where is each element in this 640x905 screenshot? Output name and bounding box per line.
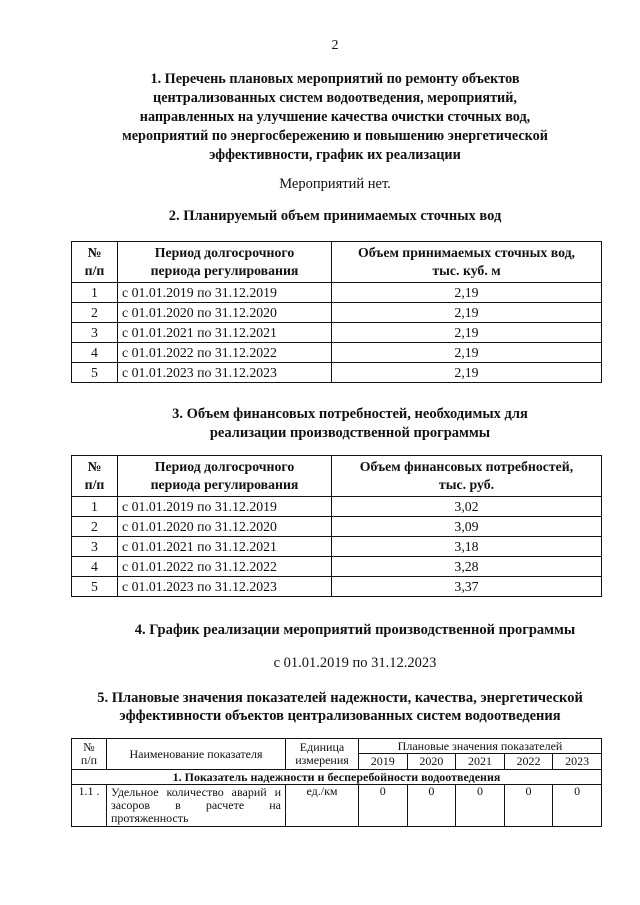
row-num: 3 [72, 323, 118, 343]
row-value: 0 [504, 785, 553, 827]
header-text: периода регулирования [150, 263, 299, 278]
volume-table [71, 241, 602, 383]
row-num: 4 [72, 557, 118, 577]
table-row [72, 785, 602, 827]
section5-title-line: 5. Плановые значения показателей надежности, качества, энергетической [97, 690, 583, 706]
section1-title-line: эффективности, график их реализации [209, 147, 461, 163]
header-text: п/п [84, 477, 105, 492]
table-header-row [72, 456, 602, 497]
header-num [72, 739, 107, 770]
header-period [118, 456, 332, 497]
row-period: с 01.01.2023 по 31.12.2023 [118, 577, 332, 597]
header-num [72, 242, 118, 283]
header-value [332, 242, 602, 283]
header-text: периода регулирования [150, 477, 299, 492]
table-row [72, 517, 602, 537]
indicators-table [71, 738, 602, 827]
table-header-row [72, 242, 602, 283]
row-period: с 01.01.2020 по 31.12.2020 [118, 517, 332, 537]
header-text: п/п [80, 753, 98, 767]
header-text: Объем принимаемых сточных вод, [357, 245, 575, 260]
header-text: Период долгосрочного [154, 459, 295, 474]
row-value: 0 [456, 785, 505, 827]
header-year: 2021 [456, 754, 505, 770]
section3-title-line: 3. Объем финансовых потребностей, необходимых для [172, 406, 528, 422]
header-text: № [83, 740, 95, 754]
section4-period: с 01.01.2019 по 31.12.2023 [273, 655, 437, 671]
row-num: 1.1 . [72, 785, 107, 827]
section1-title-line: 1. Перечень плановых мероприятий по ремонту объектов [150, 71, 520, 87]
row-value: 2,19 [332, 323, 602, 343]
row-period: с 01.01.2021 по 31.12.2021 [118, 323, 332, 343]
section5-title [70, 689, 610, 725]
row-period: с 01.01.2022 по 31.12.2022 [118, 343, 332, 363]
header-text: № [87, 459, 102, 474]
row-num: 4 [72, 343, 118, 363]
row-period: с 01.01.2022 по 31.12.2022 [118, 557, 332, 577]
row-value: 3,09 [332, 517, 602, 537]
header-year: 2019 [359, 754, 408, 770]
row-value: 3,37 [332, 577, 602, 597]
section3-title [130, 405, 570, 443]
table-row [72, 497, 602, 517]
header-year: 2022 [504, 754, 553, 770]
row-value: 2,19 [332, 343, 602, 363]
header-text: Единица [299, 740, 345, 754]
row-value: 3,28 [332, 557, 602, 577]
section4-title: 4. График реализации мероприятий производственной программы [134, 622, 576, 638]
header-text: п/п [84, 263, 105, 278]
row-name: Удельное количество аварий и засоров в расчете на протяженность [107, 785, 286, 827]
table-row [72, 283, 602, 303]
section1-title-line: централизованных систем водоотведения, мероприятий, [153, 90, 517, 106]
row-period: с 01.01.2019 по 31.12.2019 [118, 283, 332, 303]
row-period: с 01.01.2020 по 31.12.2020 [118, 303, 332, 323]
finance-table [71, 455, 602, 597]
group-title: 1. Показатель надежности и бесперебойности водоотведения [72, 770, 602, 785]
row-value: 0 [359, 785, 408, 827]
header-year: 2020 [407, 754, 456, 770]
section2-title: 2. Планируемый объем принимаемых сточных вод [168, 208, 502, 224]
header-text: измерения [295, 753, 349, 767]
header-text: тыс. руб. [438, 477, 495, 492]
row-period: с 01.01.2023 по 31.12.2023 [118, 363, 332, 383]
header-plan: Плановые значения показателей [359, 739, 602, 754]
row-num: 1 [72, 497, 118, 517]
row-period: с 01.01.2021 по 31.12.2021 [118, 537, 332, 557]
table-row [72, 363, 602, 383]
table-header-row [72, 739, 602, 754]
table-row [72, 557, 602, 577]
section1-title-line: направленных на улучшение качества очистки сточных вод, [139, 109, 531, 125]
header-period [118, 242, 332, 283]
table-row [72, 577, 602, 597]
table-row [72, 323, 602, 343]
header-text: тыс. куб. м [432, 263, 501, 278]
section1-title [100, 70, 570, 165]
row-value: 2,19 [332, 363, 602, 383]
row-num: 1 [72, 283, 118, 303]
section3-title-line: реализации производственной программы [209, 425, 491, 441]
row-unit: ед./км [286, 785, 359, 827]
row-value: 3,02 [332, 497, 602, 517]
header-year: 2023 [553, 754, 602, 770]
table-row [72, 537, 602, 557]
header-name: Наименование показателя [107, 739, 286, 770]
row-num: 2 [72, 303, 118, 323]
section1-note: Мероприятий нет. [279, 176, 391, 192]
row-period: с 01.01.2019 по 31.12.2019 [118, 497, 332, 517]
row-num: 5 [72, 363, 118, 383]
table-row [72, 303, 602, 323]
table-row [72, 343, 602, 363]
row-num: 3 [72, 537, 118, 557]
header-text: Период долгосрочного [154, 245, 295, 260]
table-group-row [72, 770, 602, 785]
row-num: 5 [72, 577, 118, 597]
header-text: Объем финансовых потребностей, [359, 459, 574, 474]
header-num [72, 456, 118, 497]
row-value: 0 [407, 785, 456, 827]
header-text: № [87, 245, 102, 260]
header-unit [286, 739, 359, 770]
page-number: 2 [331, 38, 339, 53]
section1-title-line: мероприятий по энергосбережению и повышению энергетической [122, 128, 548, 144]
row-value: 3,18 [332, 537, 602, 557]
header-value [332, 456, 602, 497]
row-value: 2,19 [332, 303, 602, 323]
section5-title-line: эффективности объектов централизованных систем водоотведения [119, 708, 561, 724]
row-value: 2,19 [332, 283, 602, 303]
row-num: 2 [72, 517, 118, 537]
row-value: 0 [553, 785, 602, 827]
